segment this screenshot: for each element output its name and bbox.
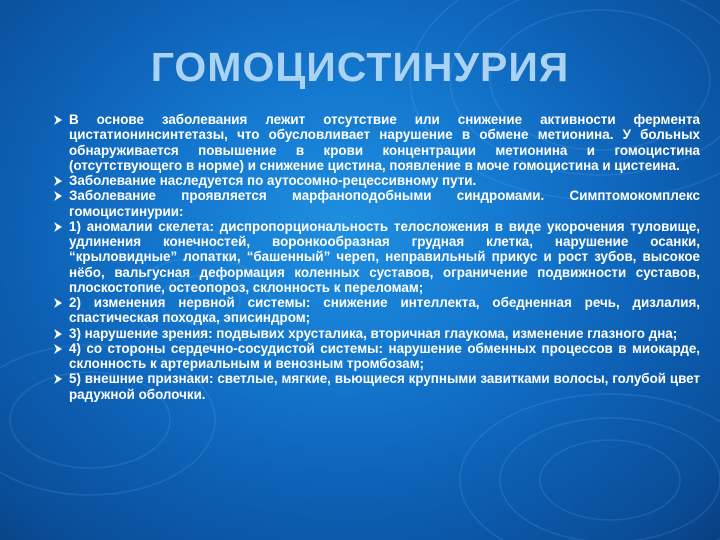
bullet-text: Заболевание наследуется по аутосомно-рецессивному пути. bbox=[69, 173, 477, 188]
bullet-text: 2) изменения нервной системы: снижение интеллекта, обедненная речь, дизлалия, спастическая походка, эписиндром; bbox=[69, 295, 700, 326]
arrowhead-bullet-icon bbox=[53, 329, 63, 339]
arrowhead-bullet-icon bbox=[53, 344, 63, 354]
bullet-item bbox=[56, 295, 700, 326]
bullet-item bbox=[56, 341, 700, 372]
arrowhead-bullet-icon bbox=[53, 298, 63, 308]
bullet-item bbox=[56, 371, 700, 402]
slide-title: ГОМОЦИСТИНУРИЯ bbox=[150, 44, 570, 90]
arrowhead-bullet-icon bbox=[53, 115, 63, 125]
arrowhead-bullet-icon bbox=[53, 176, 63, 186]
bullet-text: 3) нарушение зрения: подвывих хрусталика, вторичная глаукома, изменение глазного дна; bbox=[69, 325, 678, 341]
bullet-item bbox=[56, 219, 700, 295]
arrowhead-bullet-icon bbox=[53, 222, 63, 232]
bullet-item bbox=[56, 188, 700, 219]
bullet-text: 5) внешние признаки: светлые, мягкие, вьющиеся крупными завитками волосы, голубой цвет радужной оболочки. bbox=[69, 371, 700, 402]
bullet-item bbox=[56, 326, 700, 341]
bullet-text: 4) со стороны сердечно-сосудистой системы: нарушение обменных процессов в миокарде, склонность к артериальным и венозным тромбозам; bbox=[69, 340, 700, 371]
bullet-item bbox=[56, 112, 700, 173]
bullet-text: Заболевание проявляется марфаноподобными синдромами. Симптомокомплекс гомоцистинурии: bbox=[69, 188, 700, 219]
arrowhead-bullet-icon bbox=[53, 191, 63, 201]
arrowhead-bullet-icon bbox=[53, 374, 63, 384]
bullet-item bbox=[56, 173, 700, 188]
bullet-text: В основе заболевания лежит отсутствие или снижение активности фермента цистатионинсинтетазы, что обусловливает нарушение в обмене метионина. У больных обнаруживается повышение в крови концентрации метионина и гомоцистина (отсутствующего в норме) и снижение цистина, появление в моче гомоцистина и цистеина. bbox=[69, 112, 700, 173]
bullet-text: 1) аномалии скелета: диспропорциональность телосложения в виде укорочения туловище, удлинения конечностей, воронкообразная грудная клетка, нарушение осанки, “крыловидные” лопатки, “башенный” череп, неправильный прикус и рост зубов, высокое нёбо, вальгусная деформация коленных суставов, ограничение подвижности суставов, плоскостопие, остеопороз, склонность к переломам; bbox=[69, 218, 700, 295]
bullet-list bbox=[56, 112, 700, 402]
